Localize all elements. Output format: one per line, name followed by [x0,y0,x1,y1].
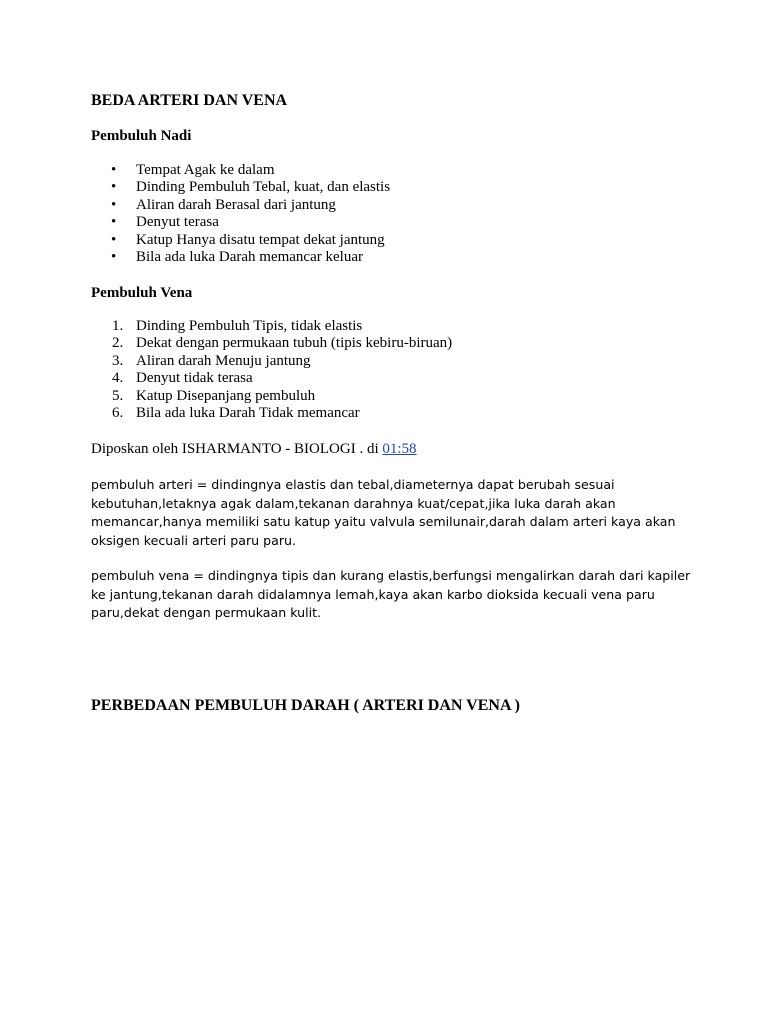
list-item-text: Dinding Pembuluh Tipis, tidak elastis [136,318,363,334]
paragraph-line: memancar,hanya memiliki satu katup yaitu valvula semilunair,darah dalam arteri kaya akan [91,514,676,529]
list-item [91,318,452,335]
bullet-marker: • [111,214,117,231]
nadi-bullet-list [91,162,390,266]
list-item-text: Aliran darah Menuju jantung [136,352,311,369]
document-title: BEDA ARTERI DAN VENA [91,92,288,109]
list-item [91,370,452,387]
list-number: 2. [112,335,124,352]
posted-by-text: Diposkan oleh ISHARMANTO - BIOLOGI . di [91,441,383,457]
list-item-text: Katup Disepanjang pembuluh [136,387,316,404]
list-item [91,162,390,179]
list-item [91,353,452,370]
list-item-text: Bila ada luka Darah Tidak memancar [136,405,360,422]
bullet-marker: • [111,196,117,213]
list-item [91,232,390,249]
paragraph-line: oksigen kecuali arteri paru paru. [91,532,297,548]
list-item-text: Denyut terasa [136,214,219,231]
bullet-marker: • [111,231,117,248]
paragraph-line: pembuluh vena = dindingnya tipis dan kurang elastis,berfungsi mengalirkan darah dari kapiler [91,568,691,583]
list-number: 4. [112,370,124,387]
section-heading-vena: Pembuluh Vena [91,285,193,301]
bullet-marker: • [111,179,117,196]
vena-paragraph [91,567,691,623]
bullet-marker: • [111,162,117,178]
list-item-text: Bila ada luka Darah memancar keluar [136,249,363,266]
paragraph-line: pembuluh arteri = dindingnya elastis dan tebal,diameternya dapat berubah sesuai [91,477,615,492]
list-item-text: Dinding Pembuluh Tebal, kuat, dan elastis [136,179,391,196]
list-item [91,388,452,405]
list-item [91,249,390,266]
posted-by-line [91,440,417,458]
secondary-title: PERBEDAAN PEMBULUH DARAH ( ARTERI DAN VENA ) [91,697,520,714]
list-item [91,214,390,231]
list-item [91,179,390,196]
vena-numbered-list [91,318,452,422]
paragraph-line: paru,dekat dengan permukaan kulit. [91,605,322,620]
paragraph-line: kebutuhan,letaknya agak dalam,tekanan darahnya kuat/cepat,jika luka darah akan [91,495,616,511]
list-item-text: Denyut tidak terasa [136,370,253,387]
list-item [91,335,452,352]
list-item [91,405,452,422]
list-number: 6. [112,405,124,422]
list-number: 3. [112,352,124,369]
list-item [91,197,390,214]
list-item-text: Katup Hanya disatu tempat dekat jantung [136,231,385,248]
section-heading-nadi: Pembuluh Nadi [91,128,192,144]
list-number: 5. [112,387,124,404]
post-time-link[interactable]: 01:58 [382,441,417,457]
paragraph-line: ke jantung,tekanan darah didalamnya lemah,kaya akan karbo dioksida kecuali vena paru [91,586,655,602]
list-item-text: Aliran darah Berasal dari jantung [136,196,336,213]
list-item-text: Dekat dengan permukaan tubuh (tipis kebiru-biruan) [136,335,453,352]
bullet-marker: • [111,249,117,266]
list-item-text: Tempat Agak ke dalam [136,162,275,178]
list-number: 1. [112,318,124,334]
arteri-paragraph [91,476,691,550]
